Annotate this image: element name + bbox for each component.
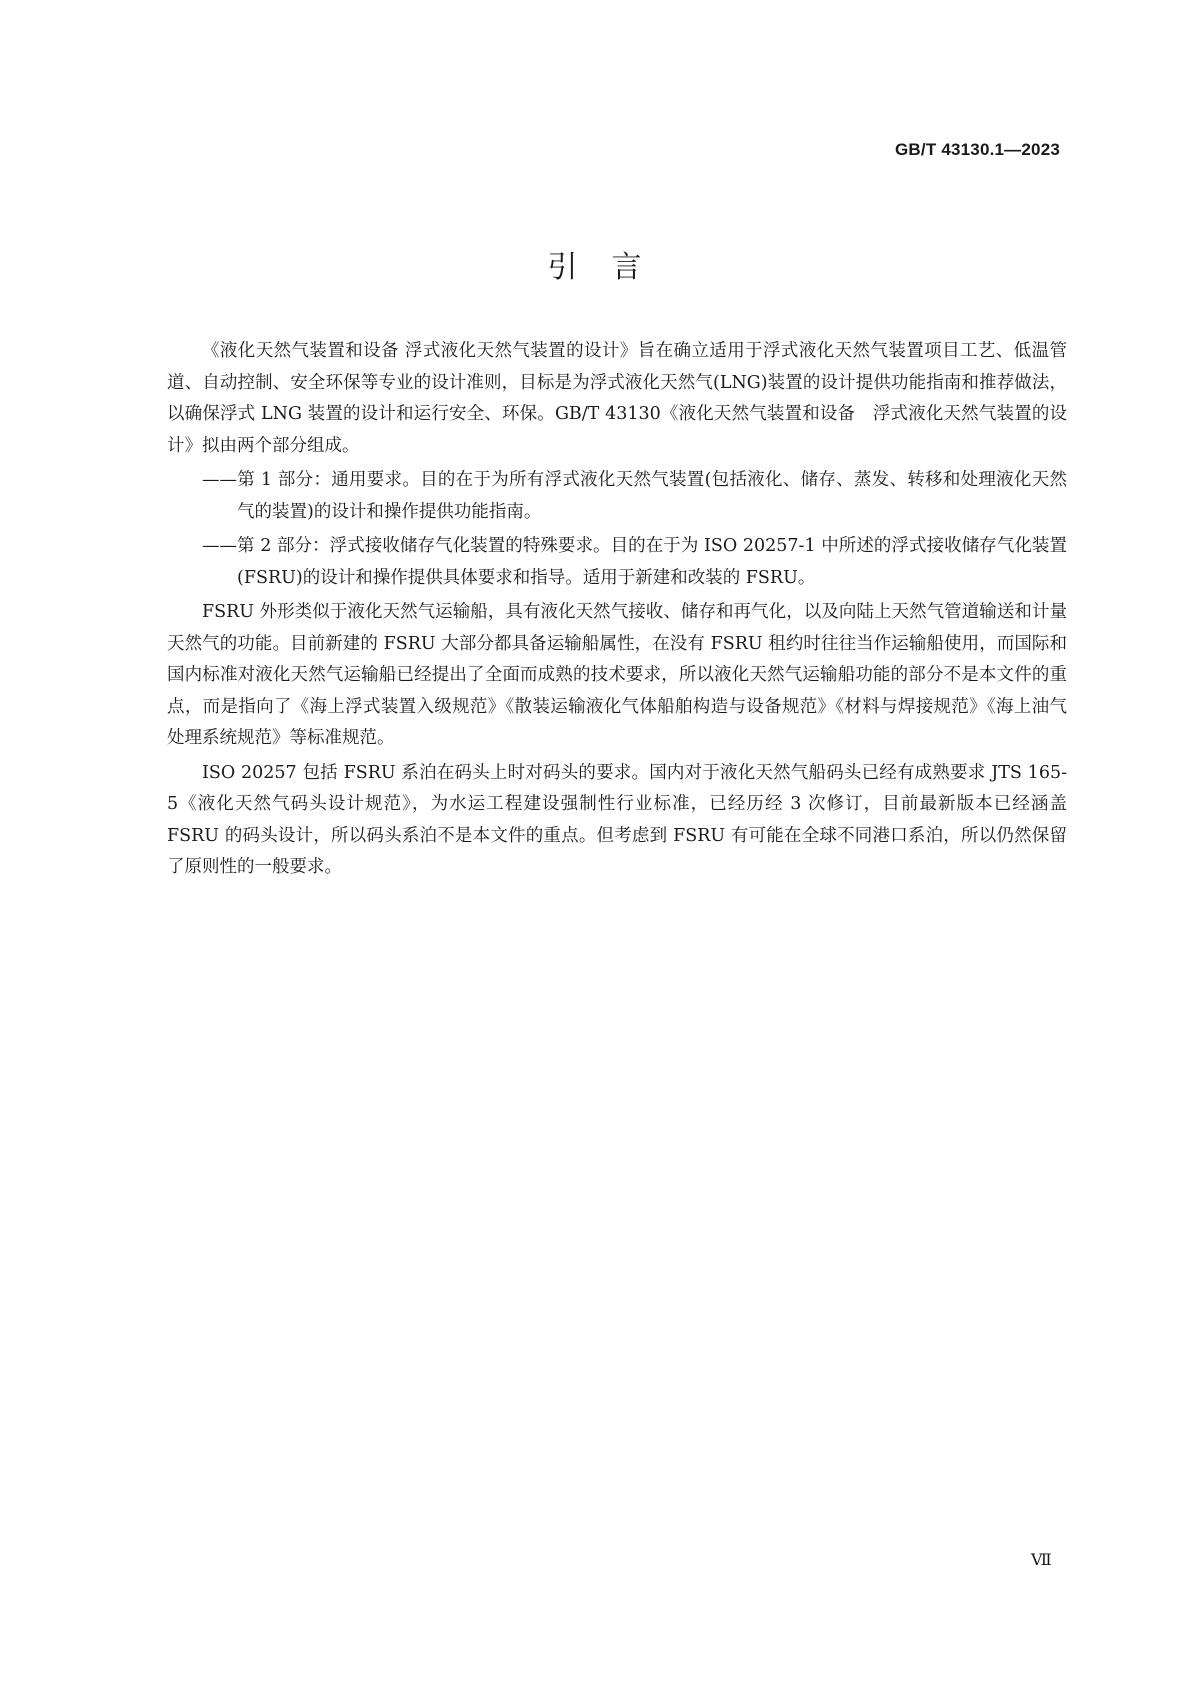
standard-code: GB/T 43130.1—2023 [895, 140, 1060, 159]
page-title: 引 言 [547, 250, 644, 285]
part-2-item: ——第 2 部分：浮式接收储存气化装置的特殊要求。目的在于为 ISO 20257-1 中所述的浮式接收储存气化装置(FSRU)的设计和操作提供具体要求和指导。适用于新建和改装的 FSRU。 [202, 536, 1067, 588]
page-number: Ⅶ [1031, 1552, 1052, 1569]
intro-paragraph: 《液化天然气装置和设备 浮式液化天然气装置的设计》旨在确立适用于浮式液化天然气装置项目工艺、低温管道、自动控制、安全环保等专业的设计准则，目标是为浮式液化天然气(LNG)装置的设计提供功能指南和推荐做法，以确保浮式 LNG 装置的设计和运行安全、环保。GB/T 43130《液化天然气装置和设备 浮式液化天然气装置的设计》拟由两个部分组成。 [167, 341, 1067, 456]
part-1-item: ——第 1 部分：通用要求。目的在于为所有浮式液化天然气装置(包括液化、储存、蒸发、转移和处理液化天然气的装置)的设计和操作提供功能指南。 [202, 470, 1067, 522]
mooring-paragraph: ISO 20257 包括 FSRU 系泊在码头上时对码头的要求。国内对于液化天然气船码头已经有成熟要求 JTS 165-5《液化天然气码头设计规范》，为水运工程建设强制性行业标准，已经历经 3 次修订，目前最新版本已经涵盖 FSRU 的码头设计，所以码头系泊不是本文件的重点。但考虑到 FSRU 有可能在全球不同港口系泊，所以仍然保留了原则性的一般要求。 [167, 762, 1067, 877]
introduction-body [167, 336, 1067, 887]
fsru-paragraph: FSRU 外形类似于液化天然气运输船，具有液化天然气接收、储存和再气化，以及向陆上天然气管道输送和计量天然气的功能。目前新建的 FSRU 大部分都具备运输船属性，在没有 FSRU 租约时往往当作运输船使用，而国际和国内标准对液化天然气运输船已经提出了全面而成熟的技术要求，所以液化天然气运输船功能的部分不是本文件的重点，而是指向了《海上浮式装置入级规范》《散装运输液化气体船舶构造与设备规范》《材料与焊接规范》《海上油气处理系统规范》等标准规范。 [167, 602, 1067, 748]
